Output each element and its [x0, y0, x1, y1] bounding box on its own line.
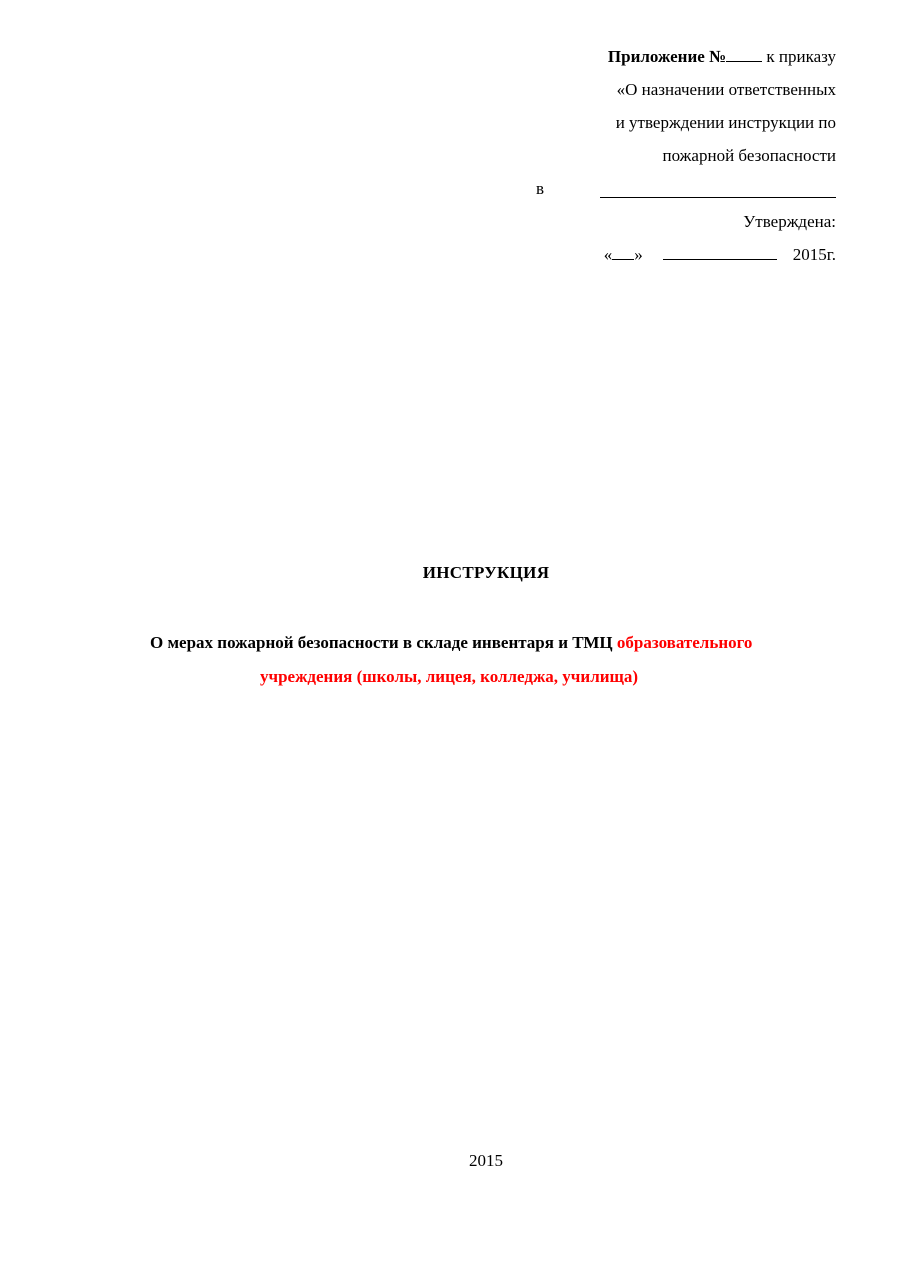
approval-date-line — [536, 238, 836, 271]
date-year: 2015г. — [792, 245, 836, 264]
place-prefix: в — [536, 179, 545, 198]
subtitle-black-part: О мерах пожарной безопасности в складе инвентаря и ТМЦ — [150, 633, 613, 652]
document-subtitle — [150, 626, 830, 694]
appendix-suffix: к приказу — [766, 47, 836, 66]
date-close-quote: » — [634, 245, 643, 264]
appendix-label: Приложение № — [607, 47, 727, 66]
date-open-quote: « — [603, 245, 613, 264]
order-title-line-3: пожарной безопасности — [662, 146, 836, 165]
approval-header — [536, 40, 836, 271]
day-blank — [612, 243, 634, 260]
footer-year: 2015 — [469, 1151, 503, 1170]
place-blank — [600, 181, 836, 198]
appendix-line — [536, 40, 836, 73]
appendix-number-blank — [726, 45, 762, 62]
month-blank — [663, 243, 777, 260]
approved-label: Утверждена: — [743, 212, 836, 231]
order-title-line-1: «О назначении ответственных — [616, 80, 836, 99]
subtitle-red-part-1: образовательного — [616, 633, 753, 652]
order-title-line-2: и утверждении инструкции по — [615, 113, 836, 132]
place-line — [536, 172, 836, 205]
document-title: ИНСТРУКЦИЯ — [422, 563, 550, 582]
subtitle-red-part-2: учреждения (школы, лицея, колледжа, училища) — [260, 667, 639, 686]
